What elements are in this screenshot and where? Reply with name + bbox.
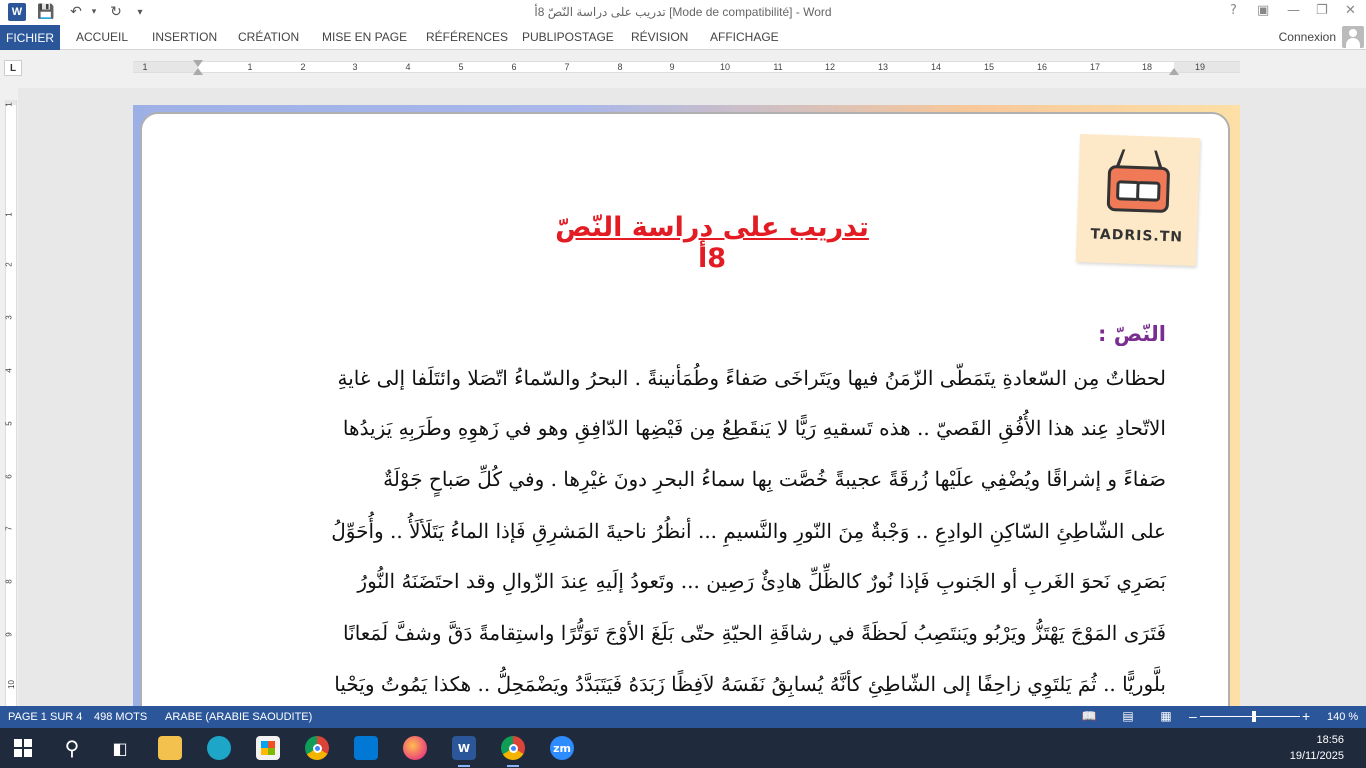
ribbon-display-icon[interactable]: ▣ xyxy=(1257,3,1270,18)
signin-link[interactable]: Connexion xyxy=(1278,30,1336,44)
clock-time: 18:56 xyxy=(1316,734,1344,746)
ruler-number: 16 xyxy=(1036,62,1048,72)
tab-creation[interactable]: CRÉATION xyxy=(238,30,300,44)
store-icon[interactable] xyxy=(256,736,280,760)
ruler-number: 3 xyxy=(4,315,14,320)
ruler-number: 12 xyxy=(824,62,836,72)
taskbar xyxy=(0,728,1366,768)
avatar-icon[interactable] xyxy=(1342,26,1364,48)
ruler-number: 19 xyxy=(1194,62,1206,72)
section-label: النّصّ : xyxy=(1097,322,1166,346)
ruler-number: 14 xyxy=(930,62,942,72)
horizontal-ruler[interactable] xyxy=(133,61,1240,73)
text-line: على الشّاطِئِ السّاكِنِ الوادِعِ .. وَجْبةٌ مِنَ النّورِ والنَّسيمِ ... أنظُرُ ناحيةَ المَشرِقِ فَإذا الماءُ يَتَلَألَأُ .. وأُحَوِّلُ xyxy=(331,519,1166,543)
page-content[interactable] xyxy=(140,112,1230,706)
ribbon-tabs xyxy=(0,25,1366,50)
redo-icon[interactable]: ↻ xyxy=(110,4,122,20)
ruler-number: 7 xyxy=(564,62,570,72)
tab-accueil[interactable]: ACCUEIL xyxy=(76,30,129,44)
read-mode-icon[interactable]: 📖 xyxy=(1081,709,1097,723)
right-indent-marker[interactable] xyxy=(1169,68,1179,75)
start-icon[interactable] xyxy=(14,739,32,757)
word-logo-icon: W xyxy=(8,3,26,21)
ruler-number: 17 xyxy=(1089,62,1101,72)
hanging-indent-marker[interactable] xyxy=(193,68,203,75)
undo-icon[interactable]: ↶ xyxy=(70,4,82,20)
tab-references[interactable]: RÉFÉRENCES xyxy=(426,30,509,44)
logo-tv-icon xyxy=(1107,165,1171,213)
ruler-number: 10 xyxy=(719,62,731,72)
task-view-icon[interactable]: ◧ xyxy=(112,738,128,758)
ruler-number: 2 xyxy=(300,62,306,72)
clock-date: 19/11/2025 xyxy=(1289,750,1344,762)
ruler-number: 4 xyxy=(4,368,14,373)
ruler-number: 9 xyxy=(4,632,14,637)
document-page[interactable] xyxy=(133,105,1240,706)
help-button[interactable]: ? xyxy=(1230,3,1237,18)
text-line: صَفاءً و إشراقًا ويُضْفِي علَيْها زُرقَةً عجيبةً خُصَّت بِها سماءُ البحرِ دونَ غيْرِها . وفي كُلِّ صَباحٍ جَوْلَةٌ xyxy=(383,467,1166,491)
ruler-number: 1 xyxy=(142,62,148,72)
ruler-number: 6 xyxy=(511,62,517,72)
tab-selector[interactable]: L xyxy=(4,60,22,76)
customize-quick-access-icon[interactable]: ▾ xyxy=(137,6,143,18)
ruler-number: 3 xyxy=(352,62,358,72)
zoom-slider[interactable] xyxy=(1200,716,1300,717)
zoom-app-icon[interactable]: zm xyxy=(550,736,574,760)
zoom-out-icon[interactable]: – xyxy=(1189,708,1197,724)
window-title: تدريب على دراسة النّصّ 8أ [Mode de compatibilité] - Word xyxy=(534,5,832,19)
text-line: بلَّوريًّا .. ثُمَ يَلتَوِي زاحِفًا إلى الشّاطِئِ كأنَّهُ يُسابِقُ نَفَسَهُ لاَفِظًا زَبَدَهُ فَيَتَبَدَّدُ ويَضْمَحِلُّ .. هكذا يَمُوتُ ويَحْيا xyxy=(334,672,1166,696)
ruler-number: 4 xyxy=(405,62,411,72)
minimize-icon[interactable]: — xyxy=(1287,3,1300,18)
title-main: تدريب على دراسة النّصّ xyxy=(555,212,869,243)
document-canvas[interactable] xyxy=(18,88,1366,706)
clock[interactable] xyxy=(1290,732,1344,764)
first-line-indent-marker[interactable] xyxy=(193,60,203,67)
text-line: لحظاتٌ مِن السّعادةِ يتَمَطّى الزّمَنُ فيها ويَتَراخَى صَفاءً وطُمَأنينةً . البحرُ والسّماءُ اتّصَلا وائتَلَفا إلى غايةِ xyxy=(337,366,1166,390)
chrome-icon-2[interactable] xyxy=(501,736,525,760)
web-layout-icon[interactable]: ▦ xyxy=(1160,709,1172,723)
ruler-right-margin xyxy=(1174,62,1240,72)
title-suffix: 8أ xyxy=(697,243,727,274)
tab-insertion[interactable]: INSERTION xyxy=(152,30,218,44)
word-count[interactable]: 498 MOTS xyxy=(94,711,148,723)
edge-icon[interactable] xyxy=(207,736,231,760)
zoom-level[interactable]: 140 % xyxy=(1327,711,1359,723)
ruler-number: 8 xyxy=(4,579,14,584)
close-icon[interactable]: ✕ xyxy=(1345,3,1356,18)
chrome-icon[interactable] xyxy=(305,736,329,760)
search-icon[interactable]: ⚲ xyxy=(64,736,80,760)
zoom-in-icon[interactable]: + xyxy=(1302,708,1311,724)
ruler-number: 8 xyxy=(617,62,623,72)
text-line: بَصَرِي نَحوَ الغَربِ أو الجَنوبِ فَإذا نُورٌ كالظِّلِّ هادِئٌ رَصِين ... وتَعودُ إلَيهِ عِندَ الزّوالِ وقد احتَضَنَهُ النُّورُ xyxy=(357,569,1166,593)
word-taskbar-icon[interactable]: W xyxy=(452,736,476,760)
print-layout-icon[interactable]: ▤ xyxy=(1122,709,1134,723)
undo-dropdown-icon[interactable]: ▾ xyxy=(91,7,97,17)
restore-icon[interactable]: ❐ xyxy=(1316,3,1328,18)
language-status[interactable]: ARABE (ARABIE SAOUDITE) xyxy=(165,711,313,723)
zoom-slider-thumb[interactable] xyxy=(1252,711,1256,722)
outlook-icon[interactable] xyxy=(354,736,378,760)
ruler-number: 1 xyxy=(247,62,253,72)
save-icon[interactable]: 💾 xyxy=(37,4,55,20)
firefox-icon[interactable] xyxy=(403,736,427,760)
document-title xyxy=(537,212,887,274)
text-line: فَتَرَى المَوْجَ يَهْتَزُّ ويَرْبُو ويَنتَصِبُ لَحظَةً في رشاقَةِ الحيّةِ حتّى بَلَغَ الأوْجَ تَوَتُّرًا واستِقامةً دَقَّ وشفَّ لَمَعانًا xyxy=(343,621,1166,645)
ruler-number: 1 xyxy=(4,102,14,107)
ruler-number: 6 xyxy=(4,474,14,479)
text-line: الاتّحادِ عِند هذا الأُفُقِ القَصيّ .. هذه تَسقيهِ رَيًّا لا يَنقَطِعُ مِن فَيْضِها الدّافِقِ وهو في زَهوِهِ وطَرَبِهِ يَزيدُها xyxy=(342,416,1166,440)
ruler-number: 1 xyxy=(4,212,14,217)
ruler-number: 13 xyxy=(877,62,889,72)
ruler-number: 7 xyxy=(4,526,14,531)
ruler-number: 15 xyxy=(983,62,995,72)
tab-file[interactable]: FICHIER xyxy=(0,25,60,50)
logo-text: TADRIS.TN xyxy=(1090,226,1184,246)
ruler-number: 5 xyxy=(4,421,14,426)
tab-mise-en-page[interactable]: MISE EN PAGE xyxy=(322,30,408,44)
ruler-number: 5 xyxy=(458,62,464,72)
ruler-number: 2 xyxy=(4,262,14,267)
ruler-number: 11 xyxy=(773,62,783,72)
tab-revision[interactable]: RÉVISION xyxy=(631,30,689,44)
file-explorer-icon[interactable] xyxy=(158,736,182,760)
tab-affichage[interactable]: AFFICHAGE xyxy=(710,30,779,44)
ruler-number: 10 xyxy=(6,680,16,689)
title-bar xyxy=(0,0,1366,25)
tadris-logo xyxy=(1076,134,1200,266)
ruler-number: 9 xyxy=(669,62,675,72)
page-count[interactable]: PAGE 1 SUR 4 xyxy=(8,711,83,723)
status-bar xyxy=(0,706,1366,728)
ruler-number: 18 xyxy=(1141,62,1153,72)
tab-publipostage[interactable]: PUBLIPOSTAGE xyxy=(522,30,614,44)
ruler-area xyxy=(0,51,1366,88)
vertical-ruler[interactable] xyxy=(5,100,17,706)
